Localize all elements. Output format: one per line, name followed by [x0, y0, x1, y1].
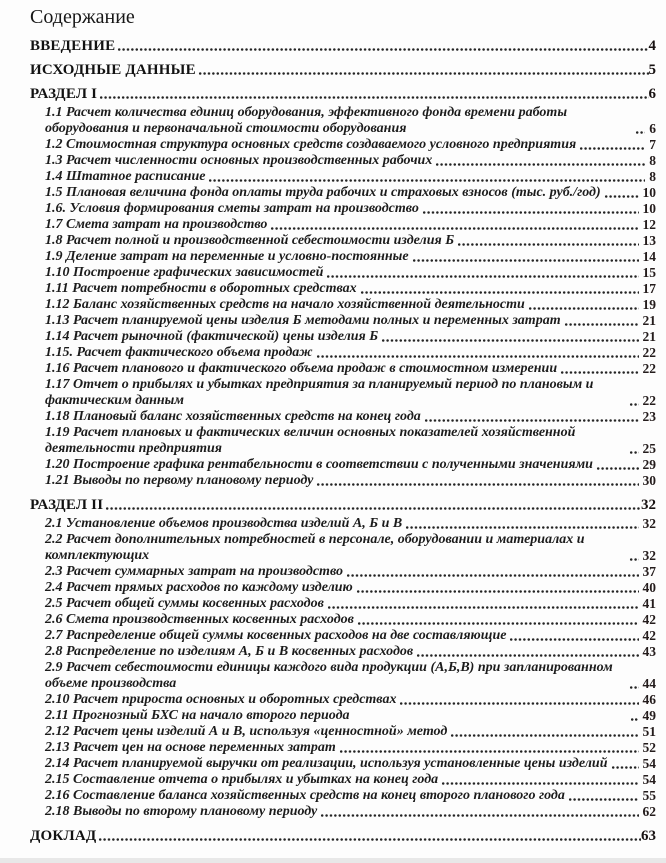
toc-entry-page: 22 — [642, 361, 656, 376]
toc-entry — [45, 692, 656, 708]
toc-entry-page: 5 — [648, 62, 656, 78]
toc-entry — [45, 580, 656, 596]
dot-leader — [346, 564, 638, 580]
toc-entry-page: 30 — [642, 473, 656, 488]
toc-entry-page: 49 — [642, 708, 656, 723]
dot-leader — [560, 361, 638, 377]
toc-entry-label: 2.15 Составление отчета о прибылях и убытках на конец года — [45, 772, 439, 787]
toc-entry-page: 15 — [642, 265, 656, 280]
dot-leader — [629, 393, 639, 409]
toc-entry-label: 1.19 Расчет плановых и фактических величин основных показателей хозяйственной деятельности предприятия — [45, 425, 576, 456]
toc-entry-page: 14 — [642, 249, 656, 264]
dot-leader — [450, 724, 638, 740]
toc-entry-page: 17 — [642, 281, 656, 296]
toc-entry-label: 1.18 Плановый баланс хозяйственных средств на конец года — [45, 409, 421, 424]
toc-entry — [45, 532, 656, 564]
toc-entry — [45, 105, 656, 137]
toc-entry-page: 22 — [642, 393, 656, 408]
toc-entry — [45, 281, 656, 297]
toc-entry-label: 1.3 Расчет численности основных производственных рабочих — [45, 153, 433, 168]
dot-leader — [416, 644, 638, 660]
dot-leader — [320, 804, 638, 820]
toc-entry — [45, 377, 656, 409]
dot-leader — [357, 612, 639, 628]
toc-entry — [45, 313, 656, 329]
toc-entry — [45, 772, 656, 788]
toc-entry-label: 2.4 Расчет прямых расходов по каждому изделию — [45, 580, 353, 595]
toc-entry-page: 42 — [642, 628, 656, 643]
toc-entry-page: 43 — [642, 644, 656, 659]
toc-entry-label: 2.12 Расчет цены изделий А и В, используя «ценностной» метод — [45, 724, 448, 739]
toc-entry — [45, 612, 656, 628]
toc-entry-page: 10 — [642, 201, 656, 216]
toc-entry-label: 1.16 Расчет планового и фактического объема продаж в стоимостном измерении — [45, 361, 558, 376]
dot-leader — [564, 313, 639, 329]
toc-entry-label: 1.2 Стоимостная структура основных средств создаваемого условного предприятия — [45, 137, 577, 152]
toc-entry — [45, 708, 656, 724]
dot-leader — [316, 345, 639, 361]
toc-entry-page: 4 — [648, 38, 656, 54]
dot-leader — [98, 828, 641, 844]
dot-leader — [528, 297, 639, 313]
toc-entry-label: 1.20 Построение графика рентабельности в соответствии с полученными значениями — [45, 457, 593, 472]
toc-entry-label: 1.4 Штатное расписание — [45, 169, 206, 184]
toc-entry-page: 23 — [642, 409, 656, 424]
toc-entry-label: 2.3 Расчет суммарных затрат на производство — [45, 564, 344, 579]
toc-entry — [45, 516, 656, 532]
dot-leader — [604, 185, 639, 201]
toc-entry-page: 37 — [642, 564, 656, 579]
toc-entry-label: 1.6. Условия формирования сметы затрат на производство — [45, 201, 419, 216]
toc-entry-page: 6 — [649, 121, 656, 136]
toc-entry — [45, 473, 656, 489]
toc-entry-page: 21 — [642, 329, 656, 344]
dot-leader — [635, 121, 645, 137]
dot-leader — [412, 249, 639, 265]
toc-entry-label: РАЗДЕЛ II — [30, 497, 104, 513]
dot-leader — [208, 169, 645, 185]
toc-entry-label: 2.16 Составление баланса хозяйственных средств на конец второго планового года — [45, 788, 565, 803]
toc-entry-page: 54 — [642, 772, 656, 787]
dot-leader — [327, 596, 639, 612]
dot-leader — [360, 281, 639, 297]
toc-entry-label: ДОКЛАД — [30, 828, 97, 844]
toc-entry-page: 44 — [642, 676, 656, 691]
toc-entry — [45, 628, 656, 644]
toc-entry-label: 1.7 Смета затрат на производство — [45, 217, 268, 232]
toc-entry — [45, 169, 656, 185]
toc-entry-label: 1.21 Выводы по первому плановому периоду — [45, 473, 314, 488]
toc-entry-label: 1.14 Расчет рыночной (фактической) цены изделия Б — [45, 329, 379, 344]
dot-leader — [339, 740, 639, 756]
toc-entry-page: 7 — [649, 137, 656, 152]
dot-leader — [611, 756, 639, 772]
dot-leader — [399, 692, 638, 708]
dot-leader — [405, 516, 638, 532]
dot-leader — [326, 265, 638, 281]
toc-entry — [45, 660, 656, 692]
toc-entry — [45, 361, 656, 377]
toc-entry — [45, 137, 656, 153]
toc-entry-page: 32 — [641, 497, 656, 513]
toc-entry-page: 46 — [642, 692, 656, 707]
dot-leader — [316, 473, 638, 489]
toc-entry — [45, 457, 656, 473]
toc-entry-label: 2.5 Расчет общей суммы косвенных расходов — [45, 596, 324, 611]
toc-entry — [45, 425, 656, 457]
dot-leader — [629, 548, 639, 564]
toc-entry-label: 2.8 Распределение по изделиям А, Б и В косвенных расходов — [45, 644, 414, 659]
toc-entry-label: 2.1 Установление объемов производства изделий А, Б и В — [45, 516, 403, 531]
toc-entry — [45, 329, 656, 345]
dot-leader — [422, 201, 639, 217]
dot-leader — [198, 62, 649, 78]
toc-entry-page: 6 — [648, 86, 656, 102]
toc-entry-page: 62 — [642, 804, 656, 819]
toc-entry-page: 19 — [642, 297, 656, 312]
toc-entry-label: 1.10 Построение графических зависимостей — [45, 265, 324, 280]
toc-entry-page: 54 — [642, 756, 656, 771]
toc-entry — [45, 185, 656, 201]
dot-leader — [356, 580, 639, 596]
toc-entry — [45, 740, 656, 756]
toc-entry-label: 1.12 Баланс хозяйственных средств на начало хозяйственной деятельности — [45, 297, 525, 312]
dot-leader — [435, 153, 645, 169]
toc-entry-page: 40 — [642, 580, 656, 595]
toc-entry-label: 1.13 Расчет планируемой цены изделия Б методами полных и переменных затрат — [45, 313, 561, 328]
toc-entry-label: 2.9 Расчет себестоимости единицы каждого вида продукции (А,Б,В) при запланированном объеме производства — [45, 660, 613, 691]
dot-leader — [105, 497, 641, 513]
toc-entry — [45, 201, 656, 217]
dot-leader — [596, 457, 639, 473]
toc-entry-label: 1.17 Отчет о прибылях и убытках предприятия за планируемый период по плановым и фактическим данным — [45, 377, 594, 408]
toc-entry — [30, 497, 656, 513]
toc-entry-label: 2.11 Прогнозный БХС на начало второго периода — [45, 708, 350, 723]
toc-entry-page: 25 — [642, 441, 656, 456]
toc-entry-page: 29 — [642, 457, 656, 472]
toc-entry — [45, 788, 656, 804]
toc-entry-page: 8 — [649, 153, 656, 168]
toc-entry-label: 2.18 Выводы по второму плановому периоду — [45, 804, 318, 819]
toc-entry-page: 21 — [642, 313, 656, 328]
toc-entry-page: 41 — [642, 596, 656, 611]
toc-entry — [45, 596, 656, 612]
toc-entry — [30, 62, 656, 78]
toc-entry-label: 1.1 Расчет количества единиц оборудования, эффективного фонда времени работы оборудования и первоначальной стоимости оборудования — [45, 105, 568, 136]
toc-entry — [45, 153, 656, 169]
toc-entry — [45, 217, 656, 233]
toc-entry-label: 2.6 Смета производственных косвенных расходов — [45, 612, 354, 627]
dot-leader — [509, 628, 638, 644]
toc-entry — [30, 38, 656, 54]
toc-entry-label: 1.11 Расчет потребности в оборотных средствах — [45, 281, 357, 296]
dot-leader — [381, 329, 638, 345]
toc-entry-page: 51 — [642, 724, 656, 739]
dot-leader — [441, 772, 638, 788]
dot-leader — [568, 788, 639, 804]
dot-leader — [353, 708, 639, 724]
toc-entry-label: 1.5 Плановая величина фонда оплаты труда рабочих и страховых взносов (тыс. руб./год) — [45, 185, 601, 200]
dot-leader — [270, 217, 638, 233]
toc-entry-label: РАЗДЕЛ I — [30, 86, 98, 102]
dot-leader — [117, 38, 648, 54]
toc-entry-page: 32 — [642, 548, 656, 563]
toc-entry-page: 52 — [642, 740, 656, 755]
document-page — [0, 4, 666, 844]
toc-entry — [45, 724, 656, 740]
toc-entry-label: 1.15. Расчет фактического объема продаж — [45, 345, 313, 360]
toc-entry-page: 63 — [641, 828, 656, 844]
dot-leader — [99, 86, 648, 102]
dot-leader — [424, 409, 639, 425]
toc-entry — [45, 233, 656, 249]
toc-entry-page: 8 — [649, 169, 656, 184]
toc-entry — [45, 409, 656, 425]
toc-entry-page: 55 — [642, 788, 656, 803]
toc-entry — [45, 249, 656, 265]
toc-entry — [45, 297, 656, 313]
toc-entry-label: 2.10 Расчет прироста основных и оборотных средствах — [45, 692, 397, 707]
toc-list — [0, 38, 666, 844]
toc-entry — [45, 345, 656, 361]
dot-leader — [629, 441, 639, 457]
dot-leader — [457, 233, 638, 249]
toc-entry-label: ВВЕДЕНИЕ — [30, 38, 116, 54]
toc-entry-page: 12 — [642, 217, 656, 232]
toc-entry-page: 42 — [642, 612, 656, 627]
toc-entry-label: 1.9 Деление затрат на переменные и условно-постоянные — [45, 249, 409, 264]
toc-entry — [30, 828, 656, 844]
dot-leader — [629, 676, 639, 692]
toc-entry — [45, 756, 656, 772]
toc-entry-label: 2.7 Распределение общей суммы косвенных расходов на две составляющие — [45, 628, 507, 643]
toc-entry-label: 2.14 Расчет планируемой выручки от реализации, используя установленные цены изделий — [45, 756, 608, 771]
toc-entry-label: 1.8 Расчет полной и производственной себестоимости изделия Б — [45, 233, 455, 248]
toc-entry — [45, 564, 656, 580]
toc-entry — [45, 265, 656, 281]
page-title: Содержание — [30, 6, 135, 28]
toc-entry — [45, 644, 656, 660]
toc-entry-page: 22 — [642, 345, 656, 360]
toc-entry-page: 32 — [642, 516, 656, 531]
toc-entry-page: 10 — [642, 185, 656, 200]
toc-entry-label: 2.13 Расчет цен на основе переменных затрат — [45, 740, 336, 755]
dot-leader — [579, 137, 645, 153]
toc-entry — [30, 86, 656, 102]
toc-entry-label: 2.2 Расчет дополнительных потребностей в персонале, оборудовании и материалах и комплектующих — [45, 532, 585, 563]
toc-entry-page: 13 — [642, 233, 656, 248]
toc-entry-label: ИСХОДНЫЕ ДАННЫЕ — [30, 62, 196, 78]
toc-entry — [45, 804, 656, 820]
